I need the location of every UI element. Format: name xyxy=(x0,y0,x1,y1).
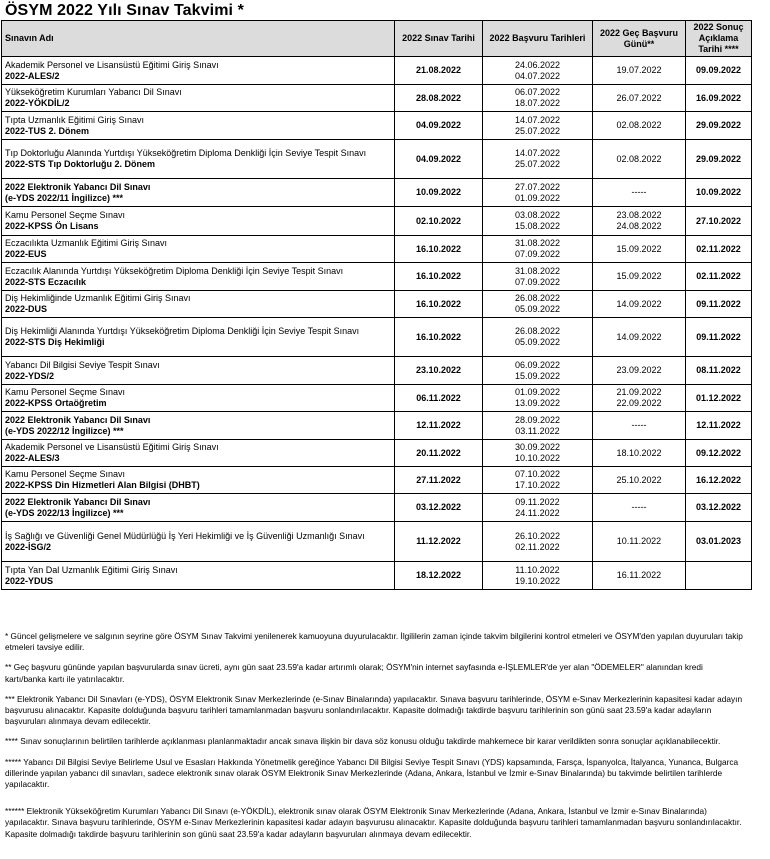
exam-name-cell xyxy=(2,263,395,291)
exam-name-cell xyxy=(2,522,395,562)
exam-name: Eczacılık Alanında Yurtdışı Yükseköğretim Diploma Denkliği İçin Seviye Tespit Sınavı xyxy=(5,265,344,276)
result-date: 10.09.2022 xyxy=(686,179,752,207)
application-dates-cell xyxy=(483,207,593,236)
exam-date: 10.09.2022 xyxy=(395,179,483,207)
exam-name: Eczacılıkta Uzmanlık Eğitimi Giriş Sınavı xyxy=(5,238,168,248)
exam-name-cell xyxy=(2,112,395,140)
late-application-date: 23.08.2022 xyxy=(616,210,662,220)
application-start-date: 26.10.2022 xyxy=(514,530,561,541)
application-end-date: 07.09.2022 xyxy=(514,276,561,287)
application-end-date: 19.10.2022 xyxy=(514,575,561,586)
late-application-date: 02.08.2022 xyxy=(616,153,662,164)
application-end-date: 05.09.2022 xyxy=(514,337,561,347)
exam-date: 11.12.2022 xyxy=(395,522,483,562)
late-application-cell xyxy=(593,179,686,207)
exam-name: Kamu Personel Seçme Sınavı xyxy=(5,469,126,479)
footnote: ***** Yabancı Dil Bilgisi Seviye Belirleme Usul ve Esasları Hakkında Yönetmelik gereğince Yabancı Dil Bilgisi Seviye Tespit Sınavı (YDS) kapsamında, Farsça, İspanyolca, İtalyanca, Yunanca, Bulgarca dillerinde yapılan yabancı dil sınavları, sadece elektronik sınav olarak ÖSYM Elektronik Sınav Merkezlerinde (Adana, Ankara, İstanbul ve İzmir e-Sınav Binalarında) bu takvimde belirtilen tarihlerde yapılacaktır. xyxy=(5,756,739,790)
exam-date: 16.10.2022 xyxy=(395,291,483,318)
application-start-date: 30.09.2022 xyxy=(514,442,561,452)
application-start-date: 27.07.2022 xyxy=(514,181,561,192)
table-row xyxy=(2,112,752,140)
exam-code: 2022-ALES/3 xyxy=(5,453,60,463)
exam-code: (e-YDS 2022/13 İngilizce) *** xyxy=(5,507,124,518)
late-application-cell xyxy=(593,385,686,412)
result-date: 29.09.2022 xyxy=(686,140,752,179)
exam-name: Diş Hekimliğinde Uzmanlık Eğitimi Giriş Sınavı xyxy=(5,293,191,303)
late-application-date: 14.09.2022 xyxy=(616,331,662,342)
application-end-date: 24.11.2022 xyxy=(515,507,560,518)
exam-date: 06.11.2022 xyxy=(395,385,483,412)
result-date: 03.12.2022 xyxy=(686,494,752,522)
exam-date: 28.08.2022 xyxy=(395,85,483,112)
late-application-cell xyxy=(593,140,686,179)
late-application-date: 02.08.2022 xyxy=(616,120,662,130)
exam-date: 03.12.2022 xyxy=(395,494,483,522)
exam-code: 2022-İSG/2 xyxy=(5,541,52,552)
application-end-date: 25.07.2022 xyxy=(514,125,561,136)
table-row xyxy=(2,207,752,236)
exam-name: Tıp Doktorluğu Alanında Yurtdışı Yükseköğretim Diploma Denkliği İçin Seviye Tespit Sınavı xyxy=(5,148,367,158)
exam-code: 2022-EUS xyxy=(5,249,47,259)
exam-code: 2022-KPSS Ortaöğretim xyxy=(5,398,107,408)
application-end-date: 13.09.2022 xyxy=(514,398,561,408)
application-end-date: 02.11.2022 xyxy=(515,541,560,552)
exam-name: Tıpta Uzmanlık Eğitimi Giriş Sınavı xyxy=(5,114,145,125)
exam-name: Yabancı Dil Bilgisi Seviye Tespit Sınavı xyxy=(5,359,160,370)
table-row xyxy=(2,318,752,357)
result-date: 09.11.2022 xyxy=(686,291,752,318)
late-application-cell xyxy=(593,112,686,140)
application-dates-cell xyxy=(483,412,593,440)
exam-calendar-table xyxy=(1,20,752,590)
exam-date: 12.11.2022 xyxy=(395,412,483,440)
application-dates-cell xyxy=(483,494,593,522)
application-start-date: 14.07.2022 xyxy=(514,148,561,158)
exam-date: 02.10.2022 xyxy=(395,207,483,236)
application-dates-cell xyxy=(483,385,593,412)
late-application-date: ----- xyxy=(631,502,647,512)
application-dates-cell xyxy=(483,522,593,562)
late-application-cell xyxy=(593,522,686,562)
header-result-date: 2022 Sonuç Açıklama Tarihi **** xyxy=(686,21,752,57)
table-row xyxy=(2,522,752,562)
table-row xyxy=(2,467,752,494)
late-application-cell xyxy=(593,57,686,85)
exam-name-cell xyxy=(2,412,395,440)
application-end-date: 04.07.2022 xyxy=(514,70,561,81)
exam-name-cell xyxy=(2,291,395,318)
exam-code: 2022-YDUS xyxy=(5,575,54,586)
late-application-date: 21.09.2022 xyxy=(616,387,662,397)
exam-name-cell xyxy=(2,85,395,112)
application-start-date: 06.09.2022 xyxy=(514,359,561,370)
late-application-cell xyxy=(593,357,686,385)
exam-name-cell xyxy=(2,236,395,263)
late-application-date-2: 24.08.2022 xyxy=(616,221,662,231)
application-dates-cell xyxy=(483,440,593,467)
table-row xyxy=(2,85,752,112)
application-dates-cell xyxy=(483,85,593,112)
application-start-date: 03.08.2022 xyxy=(514,210,561,220)
application-dates-cell xyxy=(483,57,593,85)
table-row xyxy=(2,494,752,522)
header-exam-date: 2022 Sınav Tarihi xyxy=(395,21,483,57)
exam-code: 2022-ALES/2 xyxy=(5,70,60,81)
exam-name-cell xyxy=(2,440,395,467)
application-dates-cell xyxy=(483,357,593,385)
footnote: ****** Elektronik Yükseköğretim Kurumları Yabancı Dil Sınavı (e-YÖKDİL), elektronik sınav olarak ÖSYM Elektronik Sınav Merkezlerinde (Adana, Ankara, İstanbul ve İzmir e-Sınav Binalarında) yapılacaktır. Sınava başvuru tarihlerinde, ÖSYM e-Sınav Merkezlerinin kapasitesi kadar adayın başvurusu alınacaktır. Kapasite dolduğunda başvuru tarihleri tamamlanmadan başvuru sonlandırılacaktır. Kapasite dolmadığı takdirde başvuru tarihlerinin son günü saat 23.59'a kadar adayların başvuruları alınmaya devam edilecektir. xyxy=(5,806,742,839)
application-start-date: 26.08.2022 xyxy=(514,293,561,303)
result-date: 02.11.2022 xyxy=(686,236,752,263)
exam-name-cell xyxy=(2,385,395,412)
exam-code: 2022-KPSS Din Hizmetleri Alan Bilgisi (DHBT) xyxy=(5,480,200,490)
header-late-application: 2022 Geç Başvuru Günü** xyxy=(593,21,686,57)
table-row xyxy=(2,291,752,318)
exam-name-cell xyxy=(2,318,395,357)
footnote: **** Sınav sonuçlarının belirtilen tarihlerde açıklanması planlanmaktadır ancak sınava ilişkin bir dava söz konusu olduğu takdirde mahkemece bir karar verildikten sonra sonuçlar açıklanabilecektir. xyxy=(5,736,721,747)
exam-name-cell xyxy=(2,494,395,522)
late-application-cell xyxy=(593,85,686,112)
late-application-date: 19.07.2022 xyxy=(616,65,662,75)
footnote: * Güncel gelişmelere ve salgının seyrine göre ÖSYM Sınav Takvimi yenilenerek kamuoyuna duyurulacaktır. İlgililerin zaman içinde takvim bilgilerini kontrol etmeleri ve ÖSYM'den yapılan duyuruları takip etmeleri tavsiye edilir. xyxy=(5,631,743,653)
application-dates-cell xyxy=(483,318,593,357)
application-start-date: 28.09.2022 xyxy=(514,414,561,425)
application-start-date: 11.10.2022 xyxy=(515,564,560,575)
late-application-date: 25.10.2022 xyxy=(616,474,662,485)
application-dates-cell xyxy=(483,263,593,291)
table-header-row xyxy=(2,21,752,57)
application-end-date: 03.11.2022 xyxy=(515,425,560,436)
application-end-date: 18.07.2022 xyxy=(514,98,561,108)
result-date: 29.09.2022 xyxy=(686,112,752,140)
exam-name: 2022 Elektronik Yabancı Dil Sınavı xyxy=(5,496,151,507)
application-start-date: 31.08.2022 xyxy=(514,265,561,276)
exam-name-cell xyxy=(2,562,395,590)
exam-name: Tıpta Yan Dal Uzmanlık Eğitimi Giriş Sınavı xyxy=(5,564,178,575)
exam-name: Diş Hekimliği Alanında Yurtdışı Yükseköğretim Diploma Denkliği İçin Seviye Tespit Sınavı xyxy=(5,326,360,336)
header-application-dates: 2022 Başvuru Tarihleri xyxy=(483,21,593,57)
late-application-date: ----- xyxy=(631,420,647,430)
result-date: 03.01.2023 xyxy=(686,522,752,562)
application-end-date: 15.09.2022 xyxy=(514,370,561,381)
exam-date: 18.12.2022 xyxy=(395,562,483,590)
exam-code: 2022-STS Tıp Doktorluğu 2. Dönem xyxy=(5,159,156,169)
result-date: 01.12.2022 xyxy=(686,385,752,412)
late-application-cell xyxy=(593,291,686,318)
exam-code: 2022-DUS xyxy=(5,304,48,314)
exam-date: 04.09.2022 xyxy=(395,112,483,140)
exam-date: 16.10.2022 xyxy=(395,318,483,357)
late-application-date: 10.11.2022 xyxy=(616,536,662,546)
result-date: 09.09.2022 xyxy=(686,57,752,85)
application-end-date: 01.09.2022 xyxy=(514,192,561,203)
application-dates-cell xyxy=(483,291,593,318)
result-date: 09.11.2022 xyxy=(686,318,752,357)
table-row xyxy=(2,412,752,440)
exam-name-cell xyxy=(2,207,395,236)
late-application-cell xyxy=(593,440,686,467)
exam-name: Kamu Personel Seçme Sınavı xyxy=(5,210,126,220)
late-application-date: 23.09.2022 xyxy=(616,365,662,375)
table-row xyxy=(2,179,752,207)
late-application-date: 15.09.2022 xyxy=(616,243,662,254)
application-end-date: 17.10.2022 xyxy=(514,480,561,490)
application-dates-cell xyxy=(483,236,593,263)
exam-name: 2022 Elektronik Yabancı Dil Sınavı xyxy=(5,414,151,425)
exam-name-cell xyxy=(2,467,395,494)
late-application-date: ----- xyxy=(631,187,647,197)
late-application-cell xyxy=(593,236,686,263)
exam-code: 2022-STS Diş Hekimliği xyxy=(5,337,105,347)
late-application-date: 26.07.2022 xyxy=(616,92,662,103)
table-row xyxy=(2,236,752,263)
application-dates-cell xyxy=(483,562,593,590)
header-exam-name: Sınavın Adı xyxy=(2,21,395,57)
late-application-cell xyxy=(593,207,686,236)
application-dates-cell xyxy=(483,467,593,494)
application-start-date: 14.07.2022 xyxy=(514,114,561,125)
table-row xyxy=(2,263,752,291)
footnote: *** Elektronik Yabancı Dil Sınavları (e-YDS), ÖSYM Elektronik Sınav Merkezlerinde (e-Sınav Binalarında) yapılacaktır. Sınava başvuru tarihlerinde, ÖSYM e-Sınav Merkezlerinin kapasitesi kadar adayın başvurusu alınacaktır. Kapasite dolduğunda başvuru tarihleri tamamlanmadan başvuru sonlandırılacaktır. Kapasite dolmadığı takdirde başvuru tarihlerinin son günü saat 23.59'a kadar adayların başvuruları alınmaya devam edilecektir. xyxy=(5,693,743,727)
result-date: 02.11.2022 xyxy=(686,263,752,291)
exam-date: 20.11.2022 xyxy=(395,440,483,467)
application-dates-cell xyxy=(483,112,593,140)
result-date: 09.12.2022 xyxy=(686,440,752,467)
application-start-date: 31.08.2022 xyxy=(514,238,561,248)
application-start-date: 24.06.2022 xyxy=(514,59,561,70)
application-start-date: 07.10.2022 xyxy=(514,469,561,479)
table-row xyxy=(2,440,752,467)
late-application-date-2: 22.09.2022 xyxy=(616,398,662,408)
table-row xyxy=(2,562,752,590)
late-application-cell xyxy=(593,318,686,357)
exam-date: 16.10.2022 xyxy=(395,263,483,291)
exam-date: 27.11.2022 xyxy=(395,467,483,494)
application-end-date: 25.07.2022 xyxy=(514,159,561,169)
application-end-date: 15.08.2022 xyxy=(514,221,561,231)
application-dates-cell xyxy=(483,140,593,179)
exam-name: Akademik Personel ve Lisansüstü Eğitimi Giriş Sınavı xyxy=(5,442,219,452)
application-start-date: 01.09.2022 xyxy=(514,387,561,397)
exam-code: (e-YDS 2022/12 İngilizce) *** xyxy=(5,425,124,436)
footnote: ** Geç başvuru gününde yapılan başvurularda sınav ücreti, aynı gün saat 23.59'a kadar artırımlı olarak; ÖSYM'nin internet sayfasında e-İŞLEMLER'de yer alan "ÖDEMELER" alanından kredi kartı/banka kartı ile yatırılacaktır. xyxy=(5,662,703,684)
result-date: 16.09.2022 xyxy=(686,85,752,112)
exam-name: 2022 Elektronik Yabancı Dil Sınavı xyxy=(5,181,151,192)
exam-code: 2022-TUS 2. Dönem xyxy=(5,125,90,136)
result-date xyxy=(686,562,752,590)
exam-name: Yükseköğretim Kurumları Yabancı Dil Sınavı xyxy=(5,87,182,97)
exam-date: 21.08.2022 xyxy=(395,57,483,85)
exam-name: İş Sağlığı ve Güvenliği Genel Müdürlüğü İş Yeri Hekimliği ve İş Güvenliği Uzmanlığı Sınavı xyxy=(5,530,365,541)
late-application-cell xyxy=(593,467,686,494)
late-application-cell xyxy=(593,412,686,440)
table-row xyxy=(2,57,752,85)
late-application-cell xyxy=(593,263,686,291)
late-application-date: 16.11.2022 xyxy=(616,570,662,580)
exam-code: 2022-KPSS Ön Lisans xyxy=(5,221,99,231)
late-application-date: 15.09.2022 xyxy=(616,271,662,281)
exam-code: 2022-STS Eczacılık xyxy=(5,276,87,287)
table-row xyxy=(2,140,752,179)
exam-name-cell xyxy=(2,140,395,179)
page-title: ÖSYM 2022 Yılı Sınav Takvimi * xyxy=(5,2,244,19)
late-application-date: 14.09.2022 xyxy=(616,298,662,309)
late-application-date: 18.10.2022 xyxy=(616,447,662,458)
application-start-date: 06.07.2022 xyxy=(514,87,561,97)
application-dates-cell xyxy=(483,179,593,207)
result-date: 27.10.2022 xyxy=(686,207,752,236)
result-date: 12.11.2022 xyxy=(686,412,752,440)
footnotes xyxy=(5,631,745,849)
result-date: 16.12.2022 xyxy=(686,467,752,494)
exam-name: Akademik Personel ve Lisansüstü Eğitimi Giriş Sınavı xyxy=(5,59,219,70)
exam-name-cell xyxy=(2,57,395,85)
exam-code: 2022-YÖKDİL/2 xyxy=(5,98,70,108)
exam-name-cell xyxy=(2,179,395,207)
application-end-date: 10.10.2022 xyxy=(514,453,561,463)
exam-code: (e-YDS 2022/11 İngilizce) *** xyxy=(5,192,124,203)
exam-date: 04.09.2022 xyxy=(395,140,483,179)
application-start-date: 26.08.2022 xyxy=(514,326,561,336)
exam-date: 16.10.2022 xyxy=(395,236,483,263)
late-application-cell xyxy=(593,494,686,522)
late-application-cell xyxy=(593,562,686,590)
table-row xyxy=(2,385,752,412)
result-date: 08.11.2022 xyxy=(686,357,752,385)
application-end-date: 07.09.2022 xyxy=(514,249,561,259)
exam-code: 2022-YDS/2 xyxy=(5,370,55,381)
exam-date: 23.10.2022 xyxy=(395,357,483,385)
table-row xyxy=(2,357,752,385)
exam-name-cell xyxy=(2,357,395,385)
application-end-date: 05.09.2022 xyxy=(514,304,561,314)
exam-name: Kamu Personel Seçme Sınavı xyxy=(5,387,126,397)
application-start-date: 09.11.2022 xyxy=(515,496,560,507)
